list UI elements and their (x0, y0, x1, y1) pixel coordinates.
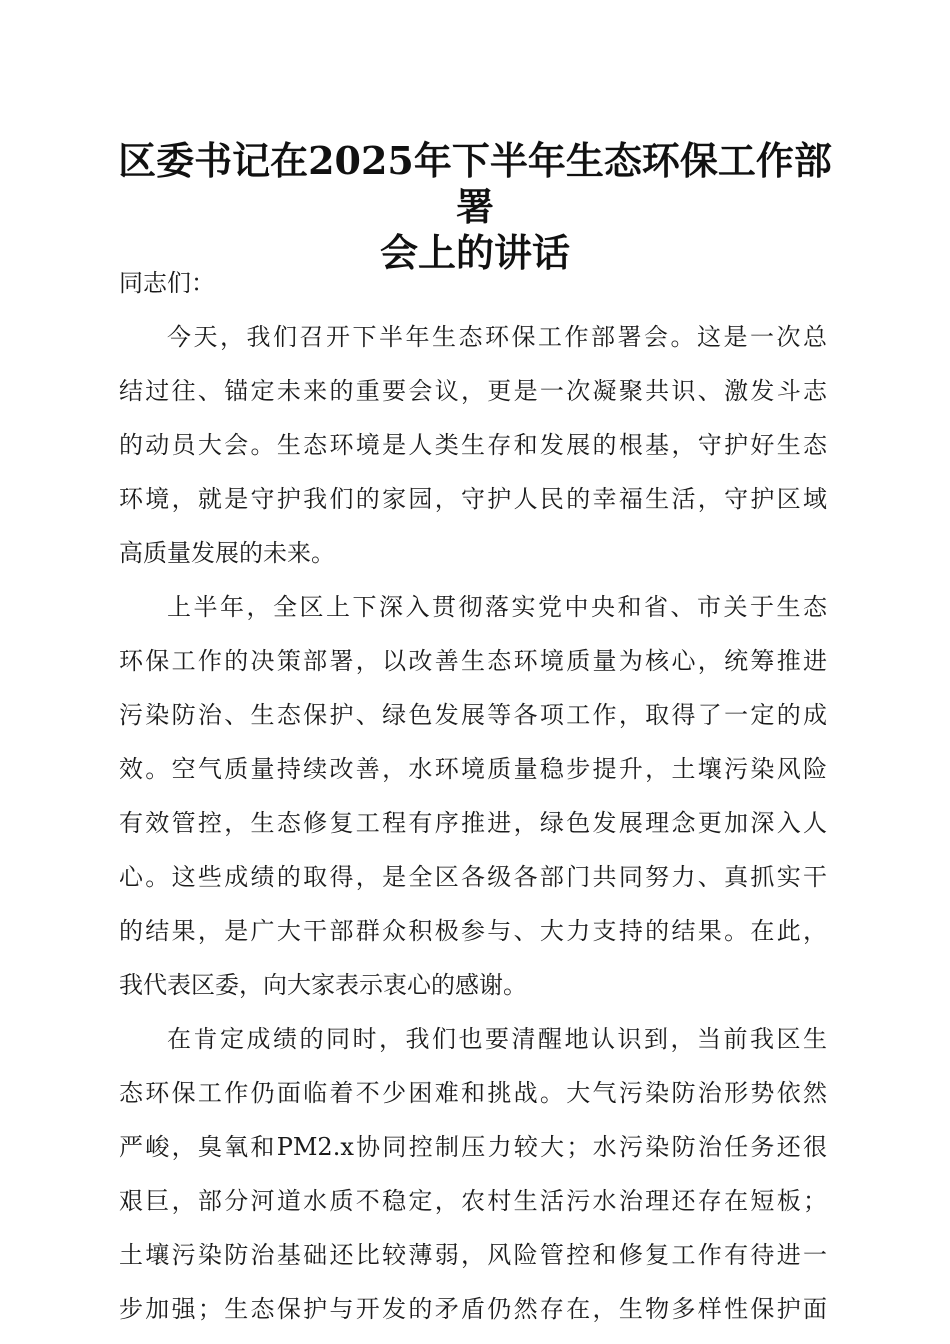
paragraph-line: 上半年，全区上下深入贯彻落实党中央和省、市关于生态 (167, 593, 827, 621)
paragraph-line: 结过往、锚定未来的重要会议，更是一次凝聚共识、激发斗志 (119, 377, 827, 405)
salutation: 同志们： (119, 269, 215, 297)
paragraph-line: 土壤污染防治基础还比较薄弱，风险管控和修复工作有待进一 (119, 1241, 827, 1269)
paragraph-1 (119, 310, 827, 580)
paragraph-line: 今天，我们召开下半年生态环保工作部署会。这是一次总 (167, 323, 827, 351)
paragraph-line: 效。空气质量持续改善，水环境质量稳步提升，土壤污染风险 (119, 755, 827, 783)
paragraph-2 (119, 580, 827, 1012)
paragraph-line: 环境，就是守护我们的家园，守护人民的幸福生活，守护区域 (119, 485, 827, 513)
paragraph-3 (119, 1012, 827, 1336)
document-body (119, 256, 827, 1336)
paragraph-line: 环保工作的决策部署，以改善生态环境质量为核心，统筹推进 (119, 647, 827, 675)
paragraph-line: 严峻，臭氧和PM2.x协同控制压力较大；水污染防治任务还很 (119, 1133, 827, 1161)
paragraph-line: 我代表区委，向大家表示衷心的感谢。 (119, 971, 527, 999)
paragraph-line: 的动员大会。生态环境是人类生存和发展的根基，守护好生态 (119, 431, 827, 459)
paragraph-line: 态环保工作仍面临着不少困难和挑战。大气污染防治形势依然 (119, 1079, 827, 1107)
paragraph-line: 的结果，是广大干部群众积极参与、大力支持的结果。在此， (119, 917, 827, 945)
paragraph-line: 有效管控，生态修复工程有序推进，绿色发展理念更加深入人 (119, 809, 827, 837)
title-line-2: 会上的讲话 (379, 230, 570, 275)
paragraph-line: 在肯定成绩的同时，我们也要清醒地认识到，当前我区生 (167, 1025, 827, 1053)
paragraph-line: 艰巨，部分河道水质不稳定，农村生活污水治理还存在短板； (119, 1187, 827, 1215)
title-line-1: 区委书记在2025年下半年生态环保工作部署 (118, 138, 832, 229)
paragraph-line: 污染防治、生态保护、绿色发展等各项工作，取得了一定的成 (119, 701, 827, 729)
paragraph-line: 步加强；生态保护与开发的矛盾仍然存在，生物多样性保护面 (119, 1295, 827, 1323)
paragraph-line: 心。这些成绩的取得，是全区各级各部门共同努力、真抓实干 (119, 863, 827, 891)
paragraph-line: 高质量发展的未来。 (119, 539, 335, 567)
